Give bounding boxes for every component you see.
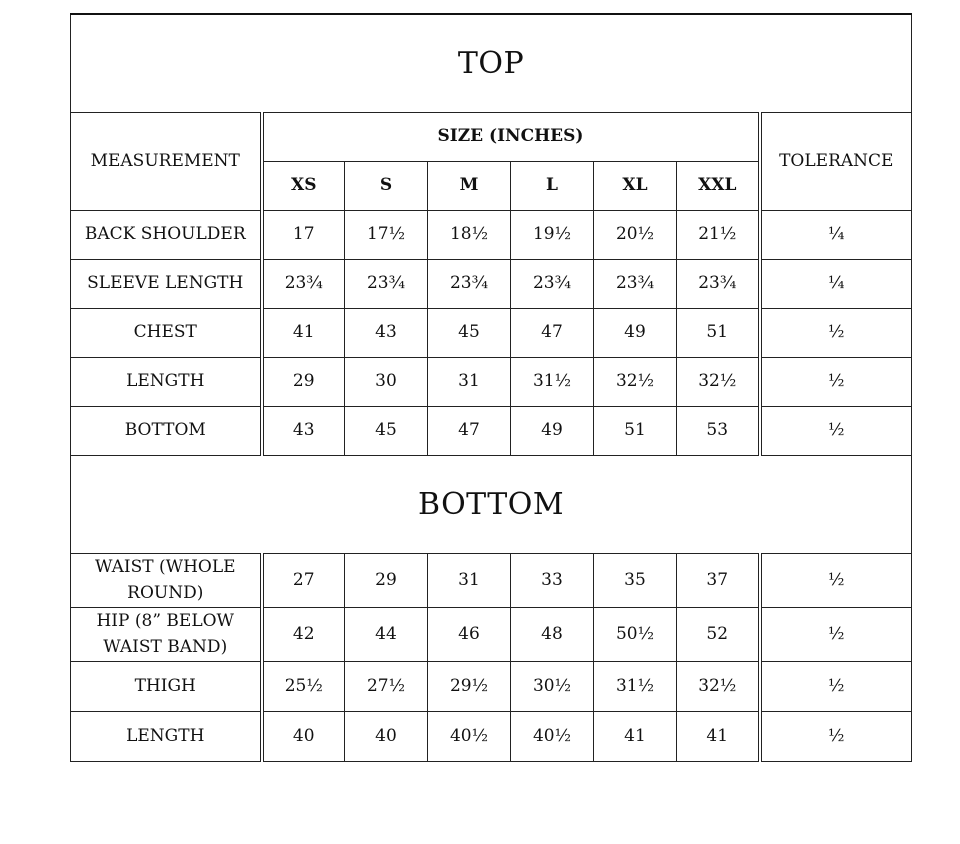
size-header-m: M — [428, 162, 511, 211]
value-cell: 27 — [262, 554, 345, 608]
tolerance-cell: ½ — [760, 358, 912, 407]
size-header-xs: XS — [262, 162, 345, 211]
value-cell: 30½ — [511, 662, 594, 712]
table-row — [71, 554, 912, 608]
value-cell: 23¾ — [511, 260, 594, 309]
value-cell: 32½ — [594, 358, 677, 407]
tolerance-cell: ½ — [760, 608, 912, 662]
measurement-label: CHEST — [71, 309, 262, 358]
value-cell: 23¾ — [594, 260, 677, 309]
value-cell: 42 — [262, 608, 345, 662]
tolerance-cell: ½ — [760, 662, 912, 712]
value-cell: 47 — [428, 407, 511, 456]
value-cell: 32½ — [677, 358, 760, 407]
value-cell: 20½ — [594, 211, 677, 260]
size-group-header: SIZE (INCHES) — [262, 113, 760, 162]
value-cell: 40½ — [511, 712, 594, 762]
value-cell: 31 — [428, 358, 511, 407]
value-cell: 49 — [511, 407, 594, 456]
value-cell: 53 — [677, 407, 760, 456]
value-cell: 31½ — [511, 358, 594, 407]
table-row — [71, 407, 912, 456]
measurement-label: SLEEVE LENGTH — [71, 260, 262, 309]
tolerance-cell: ½ — [760, 712, 912, 762]
value-cell: 41 — [594, 712, 677, 762]
tolerance-cell: ¼ — [760, 211, 912, 260]
value-cell: 41 — [262, 309, 345, 358]
value-cell: 21½ — [677, 211, 760, 260]
measurement-label: LENGTH — [71, 358, 262, 407]
table-row — [71, 309, 912, 358]
value-cell: 51 — [594, 407, 677, 456]
value-cell: 25½ — [262, 662, 345, 712]
value-cell: 33 — [511, 554, 594, 608]
table-row — [71, 260, 912, 309]
table-row — [71, 608, 912, 662]
value-cell: 32½ — [677, 662, 760, 712]
value-cell: 52 — [677, 608, 760, 662]
value-cell: 50½ — [594, 608, 677, 662]
value-cell: 41 — [677, 712, 760, 762]
value-cell: 18½ — [428, 211, 511, 260]
measurement-label: BACK SHOULDER — [71, 211, 262, 260]
value-cell: 48 — [511, 608, 594, 662]
value-cell: 31½ — [594, 662, 677, 712]
top-title-row — [71, 14, 912, 113]
value-cell: 51 — [677, 309, 760, 358]
value-cell: 27½ — [345, 662, 428, 712]
value-cell: 43 — [262, 407, 345, 456]
value-cell: 35 — [594, 554, 677, 608]
measurement-header: MEASUREMENT — [71, 113, 262, 211]
value-cell: 17 — [262, 211, 345, 260]
measurement-label: HIP (8” BELOW WAIST BAND) — [71, 608, 262, 662]
value-cell: 40½ — [428, 712, 511, 762]
value-cell: 19½ — [511, 211, 594, 260]
value-cell: 23¾ — [428, 260, 511, 309]
value-cell: 45 — [428, 309, 511, 358]
bottom-section-title: BOTTOM — [71, 456, 912, 554]
tolerance-cell: ½ — [760, 309, 912, 358]
value-cell: 40 — [262, 712, 345, 762]
value-cell: 44 — [345, 608, 428, 662]
size-header-xxl: XXL — [677, 162, 760, 211]
value-cell: 37 — [677, 554, 760, 608]
measurement-label: LENGTH — [71, 712, 262, 762]
table-row — [71, 712, 912, 762]
value-cell: 23¾ — [262, 260, 345, 309]
value-cell: 17½ — [345, 211, 428, 260]
tolerance-header: TOLERANCE — [760, 113, 912, 211]
tolerance-cell: ½ — [760, 407, 912, 456]
value-cell: 43 — [345, 309, 428, 358]
value-cell: 29 — [262, 358, 345, 407]
value-cell: 23¾ — [345, 260, 428, 309]
value-cell: 29½ — [428, 662, 511, 712]
table-row — [71, 662, 912, 712]
size-header-s: S — [345, 162, 428, 211]
value-cell: 46 — [428, 608, 511, 662]
value-cell: 40 — [345, 712, 428, 762]
value-cell: 29 — [345, 554, 428, 608]
bottom-title-row — [71, 456, 912, 554]
size-header-l: L — [511, 162, 594, 211]
value-cell: 49 — [594, 309, 677, 358]
tolerance-cell: ½ — [760, 554, 912, 608]
measurement-label: WAIST (WHOLE ROUND) — [71, 554, 262, 608]
size-header-xl: XL — [594, 162, 677, 211]
value-cell: 31 — [428, 554, 511, 608]
value-cell: 23¾ — [677, 260, 760, 309]
value-cell: 30 — [345, 358, 428, 407]
measurement-label: BOTTOM — [71, 407, 262, 456]
value-cell: 47 — [511, 309, 594, 358]
header-row-1 — [71, 113, 912, 162]
table-row — [71, 211, 912, 260]
value-cell: 45 — [345, 407, 428, 456]
tolerance-cell: ¼ — [760, 260, 912, 309]
size-chart-table — [70, 13, 912, 762]
table-row — [71, 358, 912, 407]
top-section-title: TOP — [71, 14, 912, 113]
measurement-label: THIGH — [71, 662, 262, 712]
